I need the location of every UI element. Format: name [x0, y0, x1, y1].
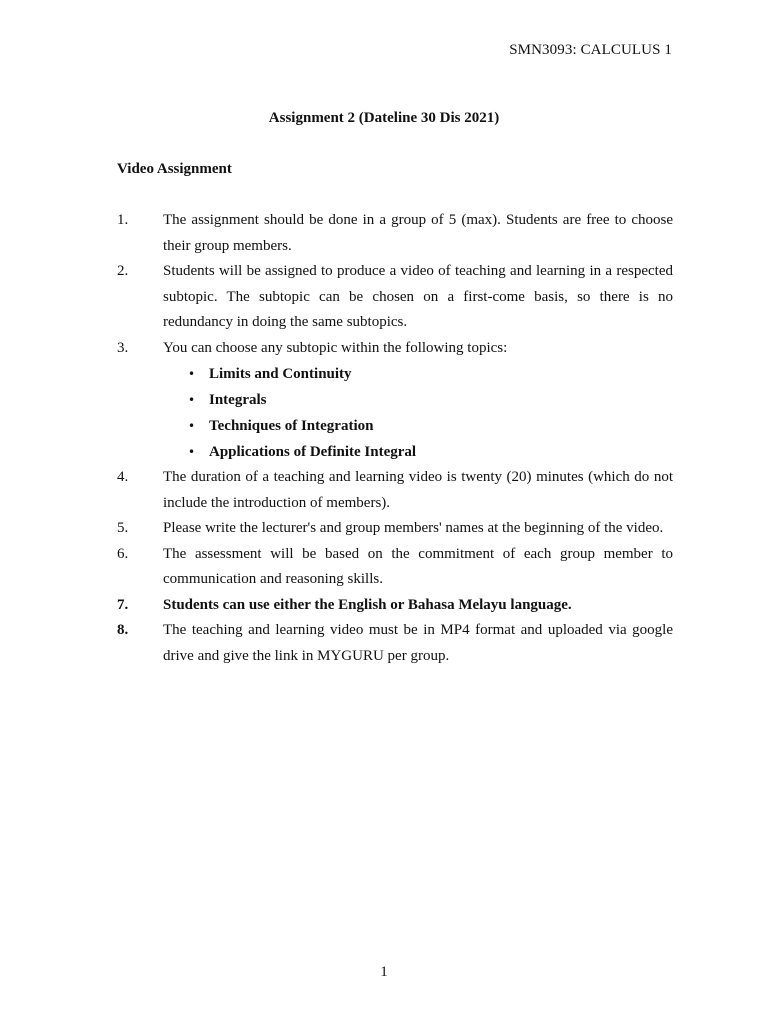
list-item-2 — [117, 259, 673, 336]
list-item-3 — [117, 336, 673, 362]
bullet-icon: • — [188, 367, 196, 381]
item-text: The assessment will be based on the commitment of each group member to communication and reasoning skills. — [163, 545, 673, 587]
bullet-icon: • — [188, 419, 196, 433]
topic-label: Applications of Definite Integral — [209, 444, 417, 460]
topic-label: Limits and Continuity — [209, 366, 352, 382]
item-number: 1. — [117, 212, 129, 228]
course-code-header: SMN3093: CALCULUS 1 — [509, 42, 672, 58]
item-text: Students can use either the English or Bahasa Melayu language. — [163, 596, 572, 613]
item-number: 3. — [117, 339, 129, 356]
section-heading: Video Assignment — [117, 161, 232, 177]
bullet-icon: • — [188, 445, 196, 459]
item-text: You can choose any subtopic within the following topics: — [163, 339, 508, 356]
assignment-title: Assignment 2 (Dateline 30 Dis 2021) — [268, 110, 500, 126]
list-item-7 — [117, 593, 673, 619]
topic-label: Integrals — [209, 392, 267, 408]
item-number: 5. — [117, 520, 129, 536]
list-item-5 — [117, 516, 673, 542]
page-number: 1 — [380, 964, 388, 980]
list-item-6 — [117, 542, 673, 593]
list-item-4 — [117, 465, 673, 516]
topic-item — [185, 361, 673, 387]
item-text: Students will be assigned to produce a video of teaching and learning in a respected subtopic. The subtopic can be chosen on a first-come basis, so there is no redundancy in doing the same subtopics. — [163, 263, 673, 330]
topic-item — [185, 413, 673, 439]
bullet-icon: • — [188, 393, 196, 407]
topic-label: Techniques of Integration — [209, 418, 374, 434]
item-text: Please write the lecturer's and group members' names at the beginning of the video. — [163, 520, 664, 536]
item-text: The teaching and learning video must be in MP4 format and uploaded via google drive and give the link in MYGURU per group. — [163, 622, 673, 664]
item-number: 2. — [117, 263, 129, 279]
item-number: 7. — [117, 596, 129, 613]
item-number: 8. — [117, 622, 129, 638]
item-number: 4. — [117, 469, 129, 485]
list-item-8 — [117, 618, 673, 669]
item-number: 6. — [117, 545, 129, 562]
topic-item — [185, 439, 673, 465]
item-text: The duration of a teaching and learning video is twenty (20) minutes (which do not include the introduction of members). — [163, 469, 673, 511]
item-text: The assignment should be done in a group of 5 (max). Students are free to choose their group members. — [163, 212, 673, 254]
topic-item — [185, 387, 673, 413]
list-item-1 — [117, 208, 673, 259]
topic-list — [185, 361, 673, 465]
instruction-list — [117, 208, 673, 669]
